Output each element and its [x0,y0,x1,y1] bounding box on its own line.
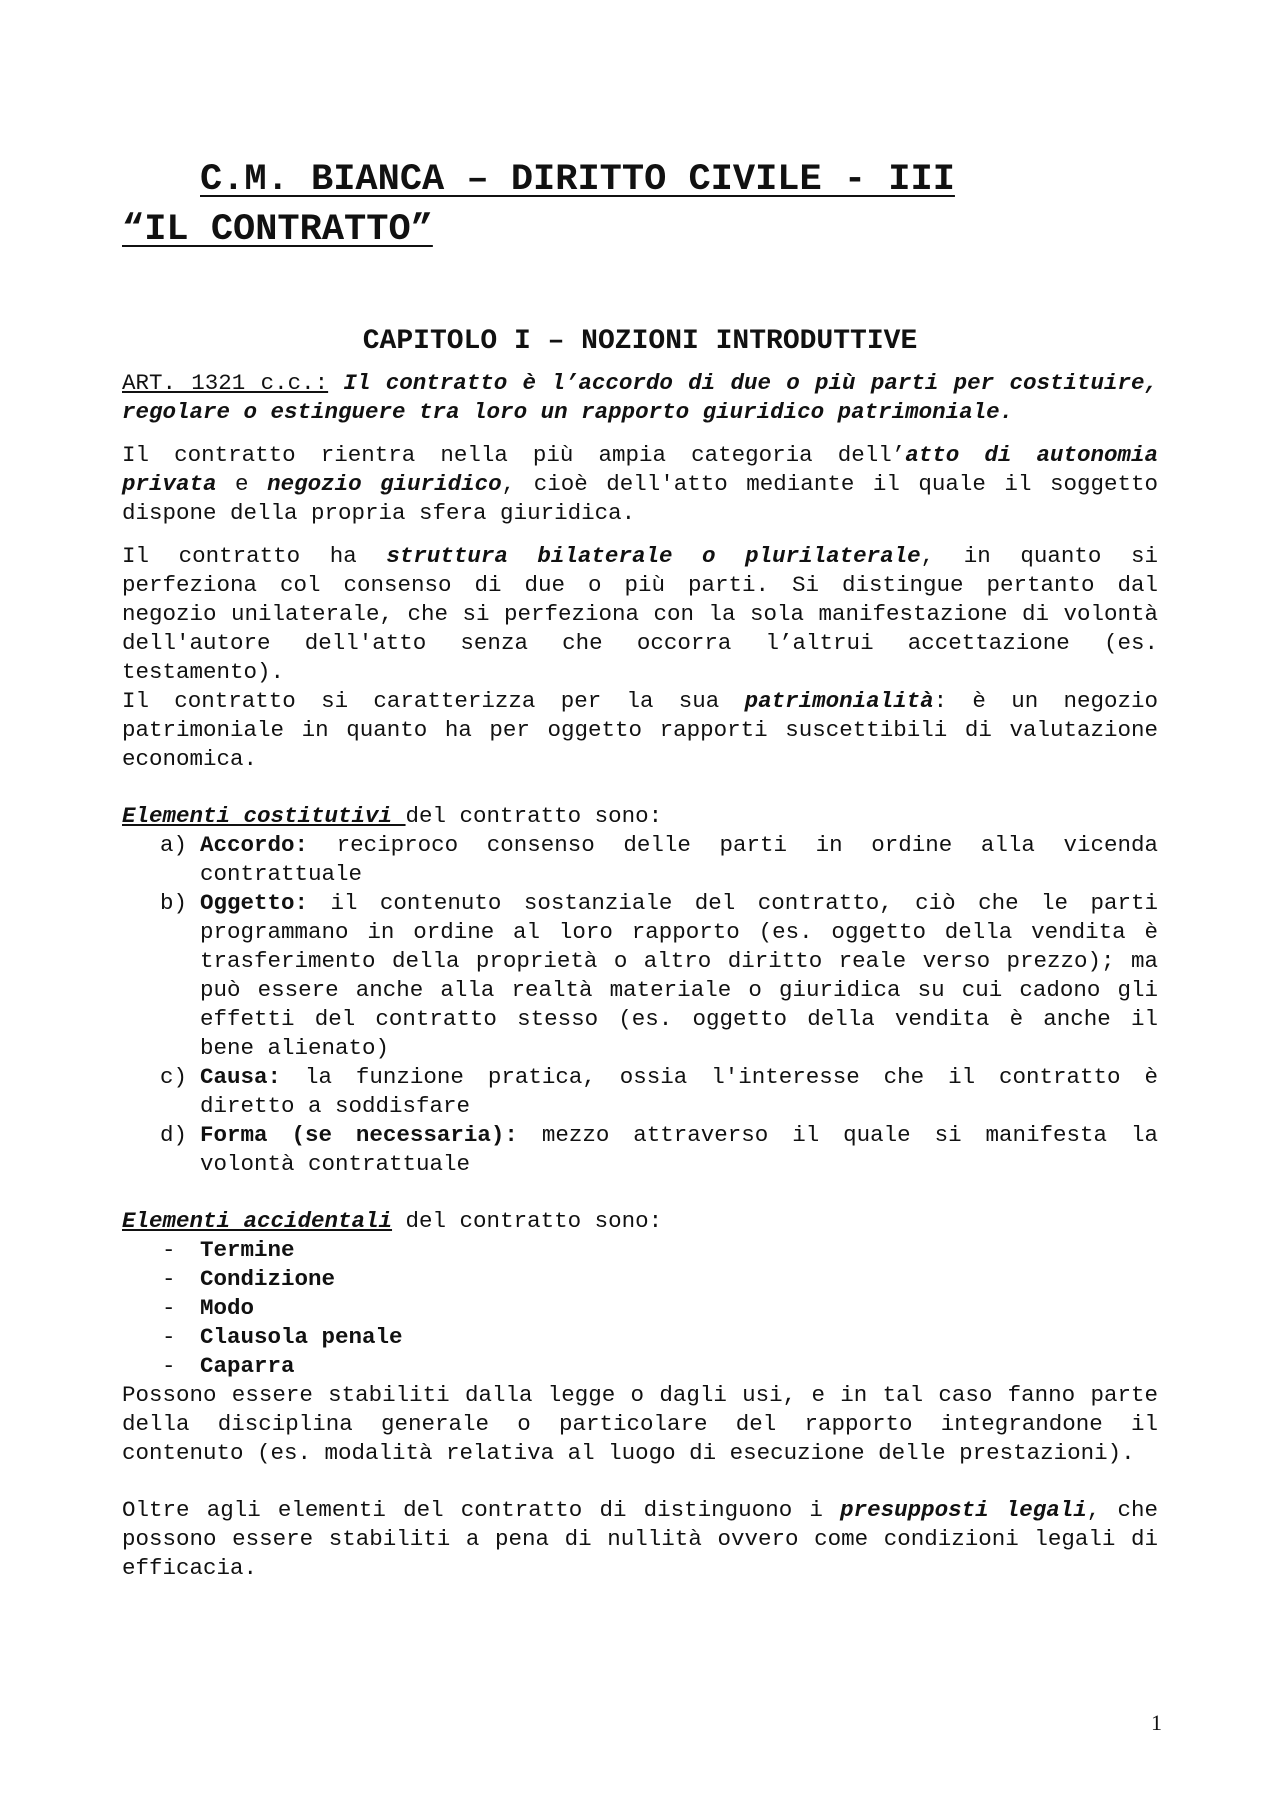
list-item [122,1063,1158,1121]
text-span: : è un negozio patrimoniale in quanto ha per oggetto rapporti suscettibili di valutazione economica. [122,688,1159,772]
text-span: Il contratto rientra nella più ampia categoria dell’ [122,442,906,468]
text-span: del contratto sono: [405,803,663,829]
paragraph-struttura [122,542,1158,687]
page-content [122,155,1158,1583]
costitutivi-list [122,831,1158,1179]
list-term: Modo [200,1295,255,1321]
list-term: Forma (se necessaria): [200,1122,518,1148]
list-item [122,1352,1158,1381]
accidentali-heading [122,1207,1158,1236]
article-text: Il contratto è l’accordo di due o più parti per costituire, regolare o estinguere tra loro un rapporto giuridico patrimoniale. [122,370,1158,425]
list-item [122,1121,1158,1179]
document-title [122,155,1158,255]
list-marker: - [162,1353,176,1379]
page-number: 1 [1151,1710,1162,1735]
list-marker: c) [160,1064,188,1090]
title-line-2: “IL CONTRATTO” [122,209,433,251]
list-term: Termine [200,1237,295,1263]
list-marker: - [162,1237,176,1263]
emphasis-span: negozio giuridico [267,471,502,497]
emphasis-span: atto di autonomia privata [122,442,1158,497]
list-term: Caparra [200,1353,295,1379]
paragraph-patrimonialita [122,687,1158,774]
emphasis-span: presupposti legali [840,1497,1087,1523]
text-span: , che possono essere stabiliti a pena di nullità ovvero come condizioni legali di efficacia. [122,1497,1158,1581]
list-term: Accordo: [200,832,309,858]
list-term: Clausola penale [200,1324,403,1350]
section-heading: Elementi costitutivi [122,803,406,829]
list-text: reciproco consenso delle parti in ordine alla vicenda contrattuale [200,832,1158,887]
list-marker: b) [160,890,188,916]
list-marker: - [162,1324,176,1350]
title-line-1: C.M. BIANCA – DIRITTO CIVILE - III [200,159,955,201]
list-term: Causa: [200,1064,282,1090]
list-item [122,889,1158,1063]
list-item [122,1294,1158,1323]
list-marker: d) [160,1122,188,1148]
list-item [122,1323,1158,1352]
list-item [122,1265,1158,1294]
text-span: Oltre agli elementi del contratto di distinguono i [122,1497,841,1523]
text-span: , in quanto si perfeziona col consenso di due o più parti. Si distingue pertanto dal negozio unilaterale, che si perfeziona con la sola manifestazione di volontà dell'autore dell'atto senza che occorra l’altrui accettazione (es. testamento). [122,543,1158,685]
list-marker: a) [160,832,188,858]
article-paragraph [122,369,1158,427]
paragraph-usi: Possono essere stabiliti dalla legge o dagli usi, e in tal caso fanno parte della disciplina generale o particolare del rapporto integrandone il contenuto (es. modalità relativa al luogo di esecuzione delle prestazioni). [122,1382,1158,1466]
article-ref: ART. 1321 c.c.: [122,370,329,396]
text-span: del contratto sono: [392,1208,663,1234]
list-text: la funzione pratica, ossia l'interesse che il contratto è diretto a soddisfare [200,1064,1158,1119]
list-marker: - [162,1295,176,1321]
list-item [122,831,1158,889]
list-term: Oggetto: [200,890,309,916]
costitutivi-heading [122,802,1158,831]
text-span: Il contratto ha [122,543,387,569]
list-marker: - [162,1266,176,1292]
text-span: Il contratto si caratterizza per la sua [122,688,745,714]
list-term: Condizione [200,1266,336,1292]
section-heading: Elementi accidentali [122,1208,393,1234]
emphasis-span: struttura bilaterale o plurilaterale [386,543,921,569]
paragraph-presupposti [122,1496,1158,1583]
chapter-heading: CAPITOLO I – NOZIONI INTRODUTTIVE [362,326,918,357]
list-item [122,1236,1158,1265]
accidentali-list [122,1236,1158,1381]
list-text: mezzo attraverso il quale si manifesta la volontà contrattuale [200,1122,1158,1177]
emphasis-span: patrimonialità [744,688,934,714]
text-span: , cioè dell'atto mediante il quale il soggetto dispone della propria sfera giuridica. [122,471,1158,526]
text-span: e [216,471,268,497]
paragraph-autonomia [122,441,1158,528]
list-text: il contenuto sostanziale del contratto, ciò che le parti programmano in ordine al loro rapporto (es. oggetto della vendita è trasferimento della proprietà o altro diritto reale verso prezzo); ma può essere anche alla realtà materiale o giuridica su cui cadono gli effetti del contratto stesso (es. oggetto della vendita è anche il bene alienato) [200,890,1158,1061]
